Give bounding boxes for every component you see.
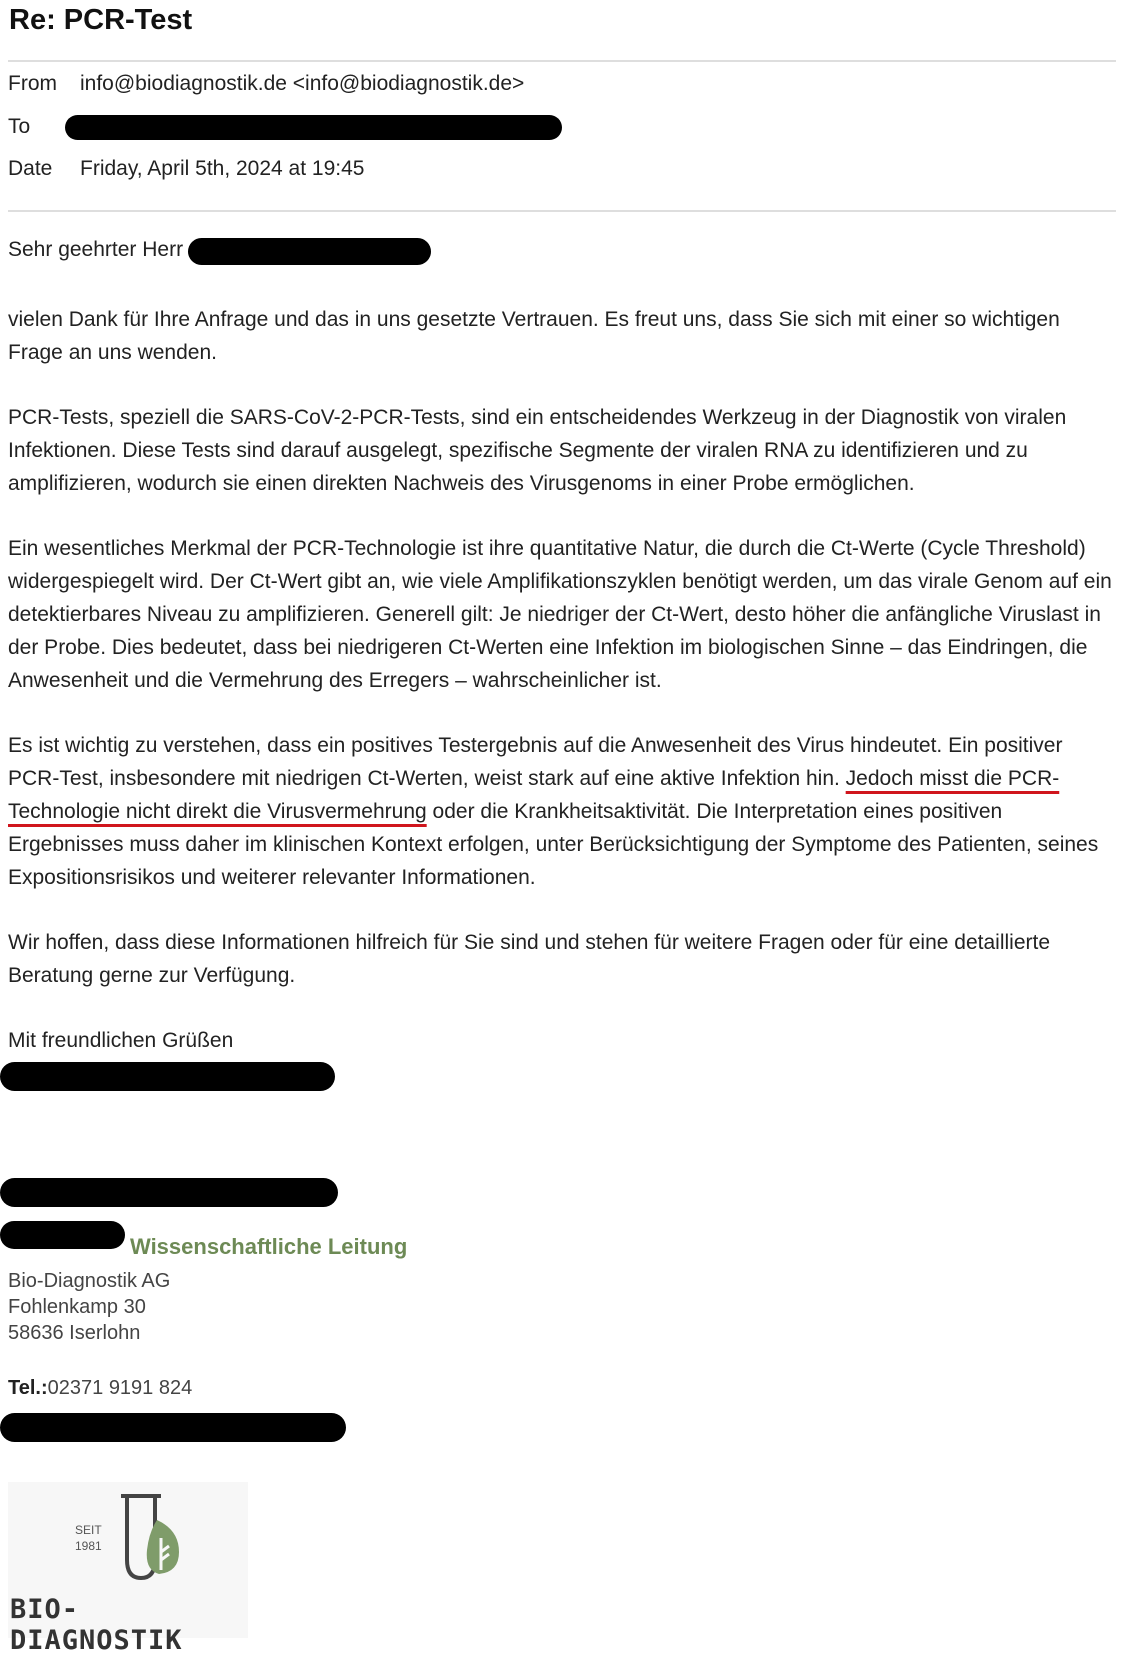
redacted-signer-name [0,1062,335,1091]
phone-label: Tel.: [8,1377,48,1399]
company-street: Fohlenkamp 30 [8,1296,146,1318]
greeting-text: Sehr geehrter Herr [8,238,184,261]
email-body [8,303,1113,1057]
test-tube-leaf-logo-icon [113,1490,193,1590]
phone-line [8,1377,192,1400]
redacted-recipient-name [188,238,431,265]
logo-wordmark: BIO-DIAGNOSTIK [10,1594,183,1656]
header-divider-top [8,60,1116,62]
bio-diagnostik-logo [8,1482,248,1656]
logo-since-text [75,1522,102,1554]
company-city: 58636 Iserlohn [8,1322,141,1344]
date-value: Friday, April 5th, 2024 at 19:45 [80,157,365,180]
body-paragraph-2: PCR-Tests, speziell die SARS-CoV-2-PCR-Tests, sind ein entscheidendes Werkzeug in der Diagnostik von viralen Infektionen. Diese Tests sind darauf ausgelegt, spezifische Segmente der viralen RNA zu identifizieren und zu amplifizieren, wodurch sie einen direkten Nachweis des Virusgenoms in einer Probe ermöglichen. [8,406,1067,495]
body-paragraph-4 [8,729,1113,894]
email-subject: Re: PCR-Test [9,4,193,36]
signature-role: Wissenschaftliche Leitung [130,1234,408,1259]
to-label: To [8,115,31,138]
logo-year: 1981 [75,1539,102,1553]
date-row [8,157,364,181]
redacted-signer-line [0,1178,338,1207]
logo-seit-label: SEIT [75,1523,102,1537]
from-row [8,72,524,96]
company-name: Bio-Diagnostik AG [8,1270,171,1292]
paragraph-4-rest: oder die Krankheitsaktivität. Die Interpretation eines positiven Ergebnisses muss daher im klinischen Kontext erfolgen, unter Berücksichtigung der Symptome des Patienten, seines Expositionsrisikos und weiterer relevanter Informationen. [8,800,1099,889]
header-divider-bottom [8,210,1116,212]
from-value[interactable]: info@biodiagnostik.de <info@biodiagnostik.de> [80,72,525,95]
body-paragraph-1: vielen Dank für Ihre Anfrage und das in uns gesetzte Vertrauen. Es freut uns, dass Sie sich mit einer so wichtigen Frage an uns wenden. [8,308,1060,364]
greeting [8,233,1113,266]
redacted-signer-prefix [0,1221,125,1249]
paragraph-4-intro: Es ist wichtig zu verstehen, dass ein positives Testergebnis auf die Anwesenheit des Virus hindeutet. Ein positiver PCR-Test, insbesondere mit niedrigen Ct-Werten, weist stark auf eine aktive Infektion hin. [8,734,1063,790]
redacted-contact-line [0,1413,346,1442]
phone-number[interactable]: 02371 9191 824 [47,1377,193,1399]
closing-text: Mit freundlichen Grüßen [8,1029,234,1052]
date-label: Date [8,157,53,180]
from-label: From [8,72,57,95]
body-paragraph-3: Ein wesentliches Merkmal der PCR-Technologie ist ihre quantitative Natur, die durch die Ct-Werte (Cycle Threshold) widergespiegelt wird. Der Ct-Wert gibt an, wie viele Amplifikationszyklen benötigt werden, um das virale Genom auf ein detektierbares Niveau zu amplifizieren. Generell gilt: Je niedriger der Ct-Wert, desto höher die anfängliche Viruslast in der Probe. Dies bedeutet, dass bei niedrigeren Ct-Werten eine Infektion im biologischen Sinne – das Eindringen, die Anwesenheit und die Vermehrung des Erregers – wahrscheinlicher ist. [8,537,1112,692]
underlined-highlight: Jedoch misst die PCR-Technologie nicht direkt die Virusvermehrung [8,767,1060,823]
body-paragraph-5: Wir hoffen, dass diese Informationen hilfreich für Sie sind und stehen für weitere Fragen oder für eine detaillierte Beratung gerne zur Verfügung. [8,931,1051,987]
redacted-to-address [65,115,562,140]
